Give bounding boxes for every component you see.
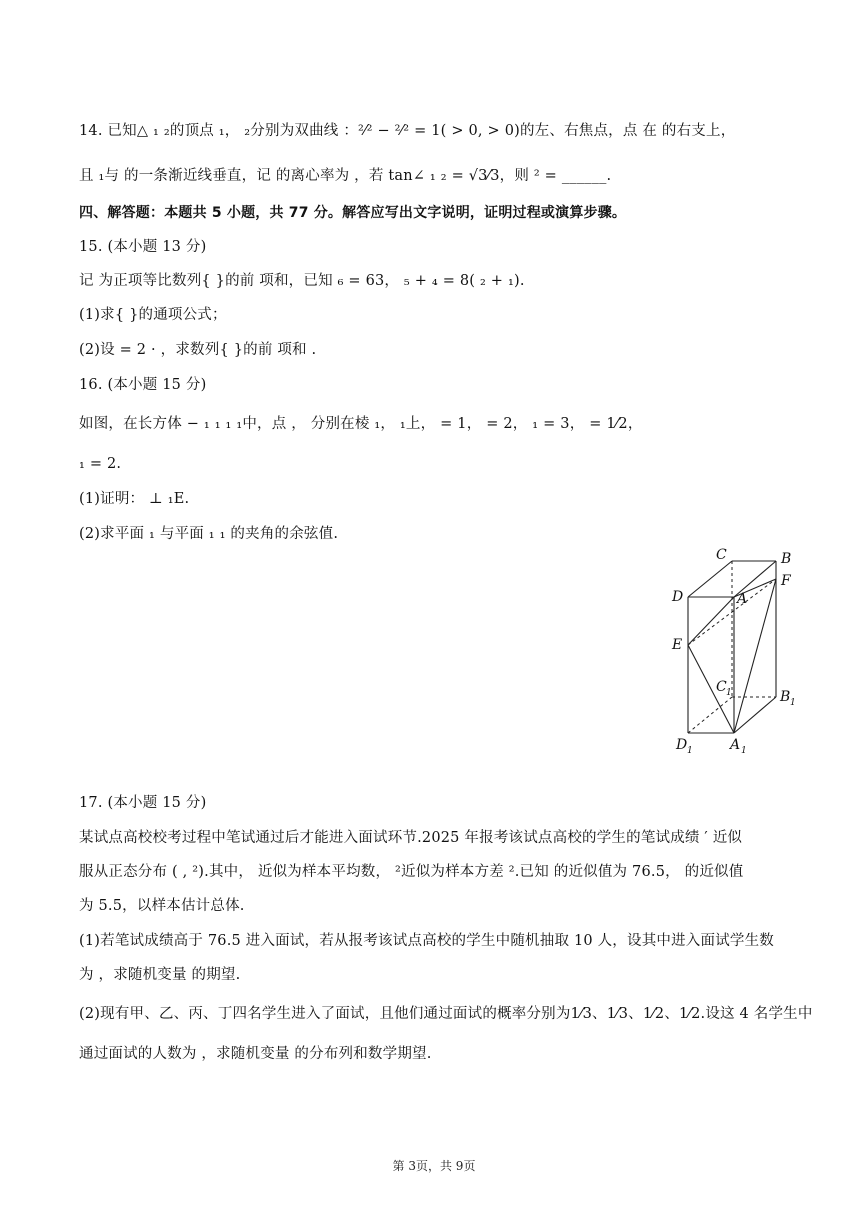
label-D1-sub: 1 [687,746,693,756]
label-D: D [672,589,684,605]
problem-17-part-1-cont: 为 ，求随机变量 的期望. [79,967,241,983]
problem-17-part-2-cont: 通过面试的人数为 ，求随机变量 的分布列和数学期望. [79,1046,432,1062]
problem-16-statement-cont: ₁ = 2. [79,456,122,472]
label-C1: C [716,679,727,695]
problem-17-line-1: 某试点高校校考过程中笔试通过后才能进入面试环节.2025 年报考该试点高校的学生的笔试成绩 ′ 近似 [79,830,743,846]
label-B: B [781,551,792,567]
edge-A1B1 [734,697,776,733]
edge-DC [688,561,732,597]
label-E: E [672,637,683,653]
problem-16-title: 16. (本小题 15 分) [79,377,207,393]
label-D1: D [676,737,688,753]
problem-15-statement: 记 为正项等比数列{ }的前 项和，已知 ₆ = 63， ₅ + ₄ = 8( ₂ + ₁). [79,273,525,289]
problem-14-line-2: 且 ₁与 的一条渐近线垂直，记 的离心率为 ，若 tan∠ ₁ ₂ = √3⁄3，则 ² = ______. [79,168,612,184]
label-C: C [716,547,727,563]
problem-17-part-2: (2)现有甲、乙、丙、丁四名学生进入了面试，且他们通过面试的概率分别为1⁄3、1⁄3、1⁄2、1⁄2.设这 4 名学生中 [79,1006,813,1022]
label-F: F [781,573,791,589]
problem-17-title: 17. (本小题 15 分) [79,795,207,811]
problem-17-line-3: 为 5.5，以样本估计总体. [79,898,245,914]
problem-15-title: 15. (本小题 13 分) [79,239,207,255]
hidden-edge-D1C1 [688,697,732,733]
label-A1: A [730,737,741,753]
section-heading: 四、解答题：本题共 5 小题，共 77 分。解答应写出文字说明，证明过程或演算步骤。 [79,205,627,221]
problem-15-part-1: (1)求{ }的通项公式； [79,307,227,323]
label-C1-sub: 1 [726,688,732,698]
problem-14-line-1: 14. 已知△ ₁ ₂的顶点 ₁， ₂分别为双曲线 ：²⁄² − ²⁄² = 1( > 0, > 0)的左、右焦点，点 在 的右支上， [79,123,736,139]
page-footer: 第 3页，共 9页 [392,1159,476,1173]
label-B1: B [780,689,791,705]
problem-16-part-1: (1)证明： ⊥ ₁E. [79,491,190,507]
label-A: A [737,591,748,607]
label-A1-sub: 1 [741,746,747,756]
problem-17-line-2: 服从正态分布 ( , ²).其中， 近似为样本平均数， ²近似为样本方差 ².已知 的近似值为 76.5， 的近似值 [79,864,744,880]
cuboid-figure [668,545,798,760]
problem-16-statement: 如图，在长方体 − ₁ ₁ ₁ ₁中，点 ， 分别在棱 ₁， ₁上， = 1， = 2， ₁ = 3， = 1⁄2， [79,416,643,432]
problem-15-part-2: (2)设 = 2 · ，求数列{ }的前 项和 . [79,342,317,358]
problem-16-part-2: (2)求平面 ₁ 与平面 ₁ ₁ 的夹角的余弦值. [79,526,339,542]
problem-17-part-1: (1)若笔试成绩高于 76.5 进入面试，若从报考该试点高校的学生中随机抽取 10 人，设其中进入面试学生数 [79,933,775,949]
segment-EA [688,597,734,645]
label-B1-sub: 1 [790,698,796,708]
